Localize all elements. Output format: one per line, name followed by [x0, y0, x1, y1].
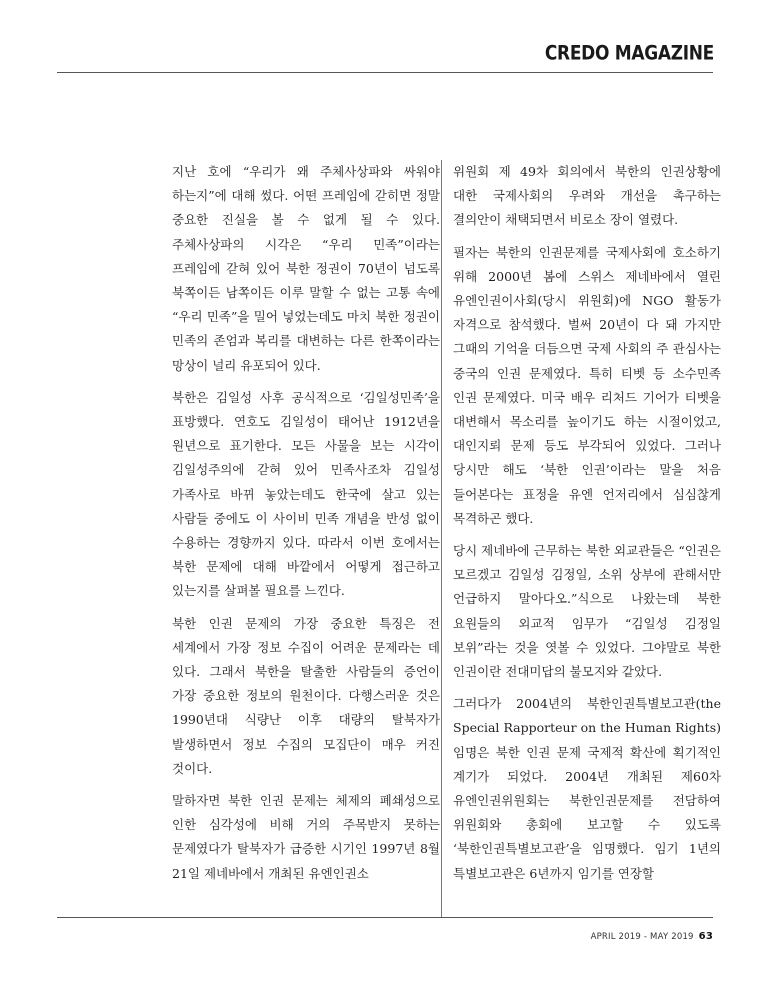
- paragraph: 지난 호에 “우리가 왜 주체사상파와 싸워야 하는지”에 대해 썼다. 어떤 프레임에 갇히면 정말 중요한 진실을 볼 수 없게 될 수 있다. 주체사상파의 시각은 “우리 민족”이라는 프레임에 갇혀 있어 북한 정권이 70년이 넘도록 북쪽이든 남쪽이든 이루 말할 수 없는 고통 속에 “우리 민족”을 밀어 넣었는데도 마치 북한 정권이 민족의 존엄과 복리를 대변하는 다른 한쪽이라는 망상이 널리 유포되어 있다.: [172, 164, 440, 373]
- issue-date: APRIL 2019 - MAY 2019: [590, 932, 694, 942]
- paragraph: 당시 제네바에 근무하는 북한 외교관들은 “인권은 모르겠고 김일성 김정일, 소위 상부에 관해서만 언급하지 말아다오.”식으로 나왔는데 북한 요원들의 외교적 임무가 “김일성 김정일 보위”라는 것을 엿볼 수 있었다. 그야말로 북한 인권이란 전대미답의 불모지와 같았다.: [453, 543, 721, 680]
- bottom-rule: [57, 917, 713, 918]
- page-number: 63: [698, 931, 713, 942]
- top-rule: [57, 72, 713, 73]
- paragraph: 말하자면 북한 인권 문제는 체제의 폐쇄성으로 인한 심각성에 비해 거의 주목받지 못하는 문제였다가 탈북자가 급증한 시기인 1997년 8월 21일 제네바에서 개최된 유엔인권소: [172, 793, 440, 881]
- column-divider: [441, 160, 442, 917]
- paragraph: 북한 인권 문제의 가장 중요한 특징은 전 세계에서 가장 정보 수집이 어려운 문제라는 데 있다. 그래서 북한을 탈출한 사람들의 증언이 가장 중요한 정보의 원천이다. 다행스러운 것은 1990년대 식량난 이후 대량의 탈북자가 발생하면서 정보 수집의 모집단이 매우 커진 것이다.: [172, 615, 440, 776]
- paragraph: 필자는 북한의 인권문제를 국제사회에 호소하기 위해 2000년 봄에 스위스 제네바에서 열린 유엔인권이사회(당시 위원회)에 NGO 활동가 자격으로 참석했다. 벌써 20년이 다 돼 가지만 그때의 기억을 더듬으면 국제 사회의 주 관심사는 중국의 인권 문제였다. 특히 티벳 등 소수민족 인권 문제였다. 미국 배우 리처드 기어가 티벳을 대변해서 목소리를 높이기도 하는 시절이었고, 대인지뢰 문제 등도 부각되어 있었다. 그러나 당시만 해도 ‘북한 인권’이라는 말을 처음 들어본다는 표정을 유엔 언저리에서 심심찮게 목격하곤 했다.: [453, 244, 721, 526]
- left-column: [172, 160, 440, 894]
- page-footer: [591, 931, 713, 942]
- paragraph: 북한은 김일성 사후 공식적으로 ‘김일성민족’을 표방했다. 연호도 김일성이 태어난 1912년을 원년으로 표기한다. 모든 사물을 보는 시각이 김일성주의에 갇혀 있어 민족사조차 김일성 가족사로 바뀌 놓았는데도 한국에 살고 있는 사람들 중에도 이 사이비 민족 개념을 반성 없이 수용하는 경향까지 있다. 따라서 이번 호에서는 북한 문제에 대해 바깥에서 어떻게 접근하고 있는지를 살펴볼 필요를 느낀다.: [172, 389, 440, 599]
- paragraph: 위원회 제 49차 회의에서 북한의 인권상황에 대한 국제사회의 우려와 개선을 촉구하는 결의안이 채택되면서 비로소 장이 열렸다.: [453, 164, 721, 228]
- right-column: [453, 160, 721, 894]
- paragraph: 그러다가 2004년의 북한인권특별보고관(the Special Rapporteur on the Human Rights) 임명은 북한 인권 문제 국제적 확산에 획기적인 계기가 되었다. 2004년 개최된 제60차 유엔인권위원회는 북한인권문제를 전담하여 위원회와 총회에 보고할 수 있도록 ‘북한인권특별보고관’을 임명했다. 임기 1년의 특별보고관은 6년까지 임기를 연장할: [453, 696, 721, 881]
- magazine-masthead: CREDO MAGAZINE: [544, 42, 714, 65]
